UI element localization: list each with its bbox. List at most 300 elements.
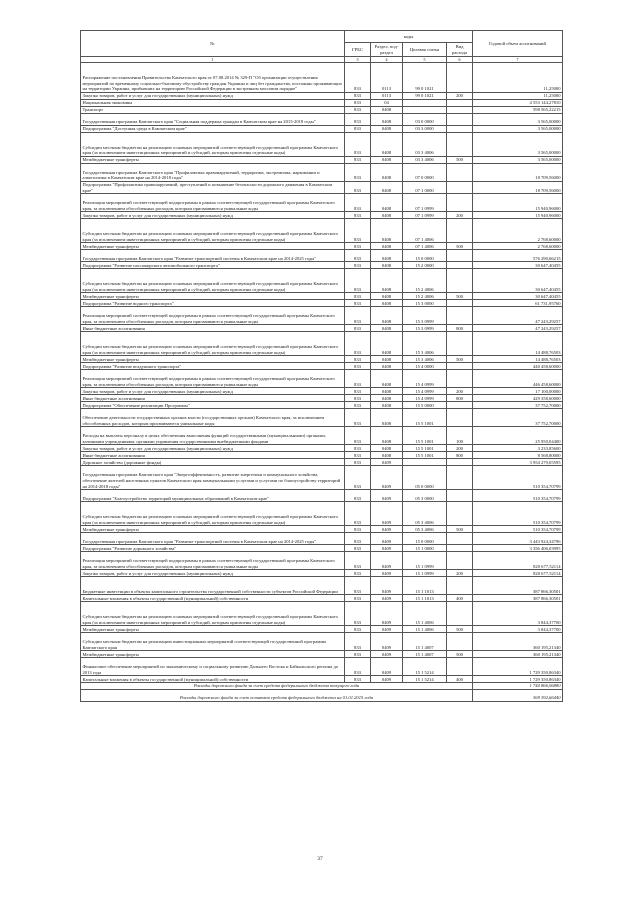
row-grbs-code: 833	[345, 243, 371, 250]
row-target-article-code: 15 2 4006	[403, 269, 447, 293]
row-expense-type-code	[447, 658, 473, 676]
row-expense-type-code: 100	[447, 427, 473, 445]
table-row	[81, 157, 563, 164]
row-amount: 2 768,60000	[473, 243, 563, 250]
row-amount: 3 954 279,05595	[473, 459, 563, 466]
row-target-article-code: 15 3 4006	[403, 356, 447, 363]
row-grbs-code: 833	[345, 325, 371, 332]
row-section-code: 0408	[371, 452, 403, 459]
row-description: Иные бюджетные ассигнования	[81, 452, 345, 459]
row-description: Реализация мероприятий соответствующей подпрограммы в рамках соответствующей государственной программы Камчатского края, за исключением обособленных расходов, которым присваиваются уникальные коды	[81, 194, 345, 212]
table-row	[81, 552, 563, 570]
column-number: 7	[473, 57, 563, 63]
row-expense-type-code: 800	[447, 452, 473, 459]
row-description: Межбюджетные трансферты	[81, 293, 345, 300]
row-grbs-code: 833	[345, 300, 371, 307]
row-section-code: 0408	[371, 427, 403, 445]
table-row	[81, 633, 563, 651]
table-row	[81, 502, 563, 526]
row-expense-type-code: 200	[447, 388, 473, 395]
row-target-article-code: 15 4 0999	[403, 388, 447, 395]
row-expense-type-code	[447, 370, 473, 388]
header-expense-type: Вид расхода	[447, 43, 473, 57]
table-row	[81, 219, 563, 243]
row-amount: 37 752,70000	[473, 402, 563, 409]
row-target-article-code: 07 1 4006	[403, 219, 447, 243]
row-section-code: 0409	[371, 459, 403, 466]
row-section-code: 0408	[371, 409, 403, 427]
row-target-article-code: 15 1 0999	[403, 552, 447, 570]
row-amount: 446 458,60000	[473, 370, 563, 388]
row-target-article-code: 15 0 0000	[403, 533, 447, 545]
table-row	[81, 395, 563, 402]
row-grbs-code: 833	[345, 93, 371, 100]
row-amount: 37 752,70000	[473, 409, 563, 427]
row-target-article-code: 15 1 4007	[403, 651, 447, 658]
row-target-article-code: 07 1 0999	[403, 194, 447, 212]
row-section-code: 0408	[371, 157, 403, 164]
row-amount: 3 443 924,34796	[473, 533, 563, 545]
row-target-article-code: 15 1 4006	[403, 626, 447, 633]
row-expense-type-code	[447, 107, 473, 114]
row-description: Субсидии местным бюджетам на реализацию основных мероприятий соответствующей государственной программы Камчатского края (за исключением инвестиционных мероприятий и субсидий, которым присвоены отдельные коды)	[81, 219, 345, 243]
row-section-code: 0408	[371, 395, 403, 402]
row-expense-type-code: 500	[447, 651, 473, 658]
row-description: Транспорт	[81, 107, 345, 114]
row-target-article-code: 05 0 0000	[403, 466, 447, 490]
row-target-article-code: 15 4 0000	[403, 363, 447, 370]
row-description: Субсидии местным бюджетам на реализацию основных мероприятий соответствующей государственной программы Камчатского края (за исключением инвестиционных мероприятий и субсидий, которым присвоены отдельные коды)	[81, 133, 345, 157]
column-number: 1	[81, 57, 345, 63]
row-section-code: 0408	[371, 250, 403, 262]
table-row	[81, 243, 563, 250]
row-expense-type-code	[447, 133, 473, 157]
row-section-code: 0408	[371, 332, 403, 356]
row-expense-type-code	[447, 490, 473, 502]
row-target-article-code: 15 3 0999	[403, 307, 447, 325]
row-target-article-code: 15 1 1013	[403, 595, 447, 602]
row-amount: 598 565,22215	[473, 107, 563, 114]
row-target-article-code: 15 5 1001	[403, 409, 447, 427]
row-amount: 3 233,85600	[473, 445, 563, 452]
row-grbs-code: 833	[345, 545, 371, 552]
row-grbs-code: 833	[345, 676, 371, 683]
row-section-code: 0408	[371, 325, 403, 332]
row-section-code: 0408	[371, 356, 403, 363]
row-target-article-code: 03 3 0000	[403, 126, 447, 133]
row-section-code: 0409	[371, 626, 403, 633]
row-grbs-code: 833	[345, 107, 371, 114]
row-expense-type-code: 400	[447, 676, 473, 683]
row-expense-type-code: 500	[447, 626, 473, 633]
row-amount: 3 844,37700	[473, 626, 563, 633]
table-row	[81, 402, 563, 409]
row-grbs-code: 833	[345, 356, 371, 363]
row-expense-type-code	[447, 602, 473, 626]
row-description: Государственная программа Камчатского края "Профилактика правонарушений, терроризма, экстремизма, наркомании и алкоголизма в Камчатском крае на 2014-2018 годы"	[81, 164, 345, 182]
row-section-code: 04	[371, 100, 403, 107]
row-expense-type-code	[447, 363, 473, 370]
row-target-article-code: 15 5 1001	[403, 445, 447, 452]
row-section-code: 0408	[371, 388, 403, 395]
row-amount: 11,25000	[473, 63, 563, 93]
row-grbs-code: 833	[345, 100, 371, 107]
row-expense-type-code	[447, 100, 473, 107]
row-amount: 387 866,30501	[473, 577, 563, 595]
row-grbs-code: 833	[345, 633, 371, 651]
row-target-article-code: 03 0 0000	[403, 114, 447, 126]
row-description: Субсидии местным бюджетам на реализацию основных мероприятий соответствующей государственной программы Камчатского края (за исключением инвестиционных мероприятий и субсидий, которым присвоены отдельные коды)	[81, 602, 345, 626]
header-annual-sum: Годовой объем ассигнований	[473, 31, 563, 57]
row-expense-type-code	[447, 182, 473, 194]
row-amount: 25 950,04400	[473, 427, 563, 445]
row-description: Подпрограмма "Доступная среда в Камчатском крае"	[81, 126, 345, 133]
row-target-article-code: 15 1 5214	[403, 676, 447, 683]
row-description: Закупка товаров, работ и услуг для государственных (муниципальных) нужд	[81, 570, 345, 577]
row-target-article-code: 03 3 4006	[403, 157, 447, 164]
table-row	[81, 133, 563, 157]
row-target-article-code: 05 3 4006	[403, 502, 447, 526]
row-amount: 576 290,66215	[473, 250, 563, 262]
row-target-article-code: 15 3 0000	[403, 300, 447, 307]
table-row	[81, 100, 563, 107]
budget-allocation-table	[80, 30, 563, 702]
row-target-article-code: 99 0 1021	[403, 63, 447, 93]
table-row	[81, 194, 563, 212]
row-grbs-code: 833	[345, 459, 371, 466]
row-description: Подпрограмма "Профилактика правонарушений, преступлений и повышение безопасности дорожного движения в Камчатском крае"	[81, 182, 345, 194]
row-grbs-code: 833	[345, 133, 371, 157]
row-grbs-code: 833	[345, 182, 371, 194]
row-amount: 30 647,40455	[473, 269, 563, 293]
table-row	[81, 545, 563, 552]
row-grbs-code: 833	[345, 402, 371, 409]
table-row	[81, 269, 563, 293]
row-grbs-code: 833	[345, 577, 371, 595]
row-grbs-code: 833	[345, 269, 371, 293]
row-amount: 47 243,29257	[473, 325, 563, 332]
row-grbs-code: 833	[345, 219, 371, 243]
row-section-code: 0409	[371, 533, 403, 545]
row-amount: 510 354,70799	[473, 490, 563, 502]
row-amount: 429 358,60000	[473, 395, 563, 402]
row-description: Подпрограмма "Развитие водного транспорта"	[81, 300, 345, 307]
row-expense-type-code	[447, 250, 473, 262]
table-row	[81, 577, 563, 595]
row-description: Субсидии местным бюджетам на реализацию основных мероприятий соответствующей государственной программы Камчатского края (за исключением инвестиционных мероприятий и субсидий, которым присвоены отдельные коды)	[81, 269, 345, 293]
row-target-article-code: 07 1 0000	[403, 182, 447, 194]
row-description: Реализация мероприятий соответствующей подпрограммы в рамках соответствующей государственной программы Камчатского края, за исключением обособленных расходов, которым присваиваются уникальные коды	[81, 370, 345, 388]
row-target-article-code: 15 1 0000	[403, 545, 447, 552]
row-grbs-code: 833	[345, 626, 371, 633]
row-description: Капитальные вложения в объекты государственной (муниципальной) собственности	[81, 676, 345, 683]
table-row	[81, 452, 563, 459]
row-description: Обеспечение деятельности государственных органов власти (государственных органов) Камчатского края, за исключением обособленных расходов, которым присваиваются уникальные коды	[81, 409, 345, 427]
row-amount: 17 100,00000	[473, 388, 563, 395]
row-expense-type-code: 500	[447, 526, 473, 533]
budget-document-page	[80, 30, 562, 702]
header-grbs: ГРБС	[345, 43, 371, 57]
row-target-article-code: 15 1 5214	[403, 658, 447, 676]
row-description: Бюджетные инвестиции в объекты капитального строительства государственной собственности субъектов Российской Федерации	[81, 577, 345, 595]
row-section-code: 0409	[371, 633, 403, 651]
row-section-code: 0408	[371, 370, 403, 388]
row-grbs-code: 833	[345, 570, 371, 577]
row-section-code: 0409	[371, 651, 403, 658]
row-grbs-code: 833	[345, 595, 371, 602]
row-grbs-code: 833	[345, 526, 371, 533]
table-row	[81, 363, 563, 370]
table-row	[81, 300, 563, 307]
row-amount: 4 553 144,27810	[473, 100, 563, 107]
row-grbs-code: 833	[345, 658, 371, 676]
row-section-code: 0409	[371, 602, 403, 626]
row-description: Подпрограмма "Развитие пассажирского автомобильного транспорта"	[81, 262, 345, 269]
row-amount: 360 195,21340	[473, 633, 563, 651]
row-target-article-code: 03 3 4006	[403, 133, 447, 157]
row-grbs-code: 833	[345, 63, 371, 93]
row-amount: 15 940,96000	[473, 212, 563, 219]
row-target-article-code	[403, 100, 447, 107]
row-amount: 61 731,95760	[473, 300, 563, 307]
table-row	[81, 307, 563, 325]
row-description: Закупка товаров, работ и услуг для государственных (муниципальных) нужд	[81, 93, 345, 100]
row-section-code: 0409	[371, 466, 403, 490]
row-grbs-code: 833	[345, 651, 371, 658]
row-expense-type-code	[447, 194, 473, 212]
row-expense-type-code: 200	[447, 570, 473, 577]
row-description: Реализация мероприятий соответствующей подпрограммы в рамках соответствующей государственной программы Камчатского края, за исключением обособленных расходов, которым присваиваются уникальные коды	[81, 552, 345, 570]
header-codes: коды	[345, 31, 473, 43]
row-expense-type-code	[447, 466, 473, 490]
row-section-code: 0408	[371, 293, 403, 300]
row-amount: 3 565,00000	[473, 126, 563, 133]
row-amount: 2 768,60000	[473, 219, 563, 243]
row-section-code: 0408	[371, 445, 403, 452]
row-section-code: 0408	[371, 133, 403, 157]
row-section-code: 0408	[371, 107, 403, 114]
row-description: Государственная программа Камчатского края "Социальная поддержка граждан в Камчатском крае на 2015-2018 годы"	[81, 114, 345, 126]
row-description: Распоряжение постановления Правительства Камчатского края от 07.08.2014 № 329-П "Об организации осуществления мероприятий по временному социально-бытовому обустройству граждан Украины и лиц без гражданства, постоянно проживающих на территории Украины, прибывших на территорию Российской Федерации в экстренном массовом порядке"	[81, 63, 345, 93]
row-expense-type-code	[447, 114, 473, 126]
row-amount: 1 729 350,86340	[473, 658, 563, 676]
row-section-code: 0409	[371, 552, 403, 570]
federal-remainder-label: Расходы дорожного фонда за счет остатков средств федерального бюджета на 01.01.2015 года	[81, 689, 473, 701]
table-row	[81, 126, 563, 133]
row-amount: 15 940,96000	[473, 194, 563, 212]
table-row	[81, 250, 563, 262]
row-expense-type-code: 200	[447, 93, 473, 100]
row-target-article-code: 15 1 4006	[403, 602, 447, 626]
row-section-code: 0408	[371, 212, 403, 219]
row-description: Дорожное хозяйство (дорожные фонды)	[81, 459, 345, 466]
table-row	[81, 570, 563, 577]
table-row	[81, 427, 563, 445]
row-expense-type-code: 400	[447, 595, 473, 602]
row-target-article-code: 15 2 0000	[403, 262, 447, 269]
row-section-code: 0408	[371, 269, 403, 293]
row-target-article-code: 07 0 0000	[403, 164, 447, 182]
row-target-article-code: 05 3 0000	[403, 490, 447, 502]
row-amount: 387 866,30501	[473, 595, 563, 602]
row-section-code: 0113	[371, 63, 403, 93]
row-section-code: 0408	[371, 164, 403, 182]
row-section-code: 0408	[371, 363, 403, 370]
row-description: Субсидии местным бюджетам на реализацию основных мероприятий соответствующей государственной программы Камчатского края (за исключением инвестиционных мероприятий и субсидий, которым присвоены отдельные коды)	[81, 332, 345, 356]
row-amount: 510 354,70799	[473, 502, 563, 526]
row-section-code: 0408	[371, 307, 403, 325]
row-grbs-code: 833	[345, 427, 371, 445]
row-amount: 820 677,52114	[473, 552, 563, 570]
row-grbs-code: 833	[345, 502, 371, 526]
row-description: Расходы на выплаты персоналу в целях обеспечения выполнения функций государственными (муниципальными) органами, казенными учреждениями, органами управления государственными внебюджетными фондами	[81, 427, 345, 445]
row-amount: 30 647,40455	[473, 293, 563, 300]
row-section-code: 0409	[371, 577, 403, 595]
row-target-article-code: 99 0 1021	[403, 93, 447, 100]
row-amount: 820 677,52114	[473, 570, 563, 577]
row-expense-type-code	[447, 164, 473, 182]
row-section-code: 0408	[371, 402, 403, 409]
row-amount: 47 243,29257	[473, 307, 563, 325]
row-description: Межбюджетные трансферты	[81, 526, 345, 533]
row-description: Государственная программа Камчатского края "Развитие транспортной системы в Камчатском крае на 2014-2025 годы"	[81, 250, 345, 262]
table-row	[81, 409, 563, 427]
table-row	[81, 490, 563, 502]
row-grbs-code: 833	[345, 490, 371, 502]
row-expense-type-code	[447, 402, 473, 409]
row-section-code: 0408	[371, 126, 403, 133]
row-description: Подпрограмма "Развитие воздушного транспорта"	[81, 363, 345, 370]
row-grbs-code: 833	[345, 212, 371, 219]
table-row	[81, 93, 563, 100]
header-target-article: Целевая статья	[403, 43, 447, 57]
row-grbs-code: 833	[345, 157, 371, 164]
row-expense-type-code	[447, 63, 473, 93]
row-section-code: 0409	[371, 490, 403, 502]
row-section-code: 0113	[371, 93, 403, 100]
row-target-article-code: 15 3 0999	[403, 325, 447, 332]
row-expense-type-code	[447, 332, 473, 356]
row-amount: 360 195,21340	[473, 651, 563, 658]
row-expense-type-code	[447, 300, 473, 307]
row-expense-type-code: 500	[447, 356, 473, 363]
table-row	[81, 332, 563, 356]
table-row	[81, 658, 563, 676]
row-grbs-code: 833	[345, 332, 371, 356]
column-number: 4	[371, 57, 403, 63]
table-row	[81, 164, 563, 182]
row-amount: 3 844,37700	[473, 602, 563, 626]
row-expense-type-code	[447, 307, 473, 325]
row-description: Межбюджетные трансферты	[81, 356, 345, 363]
row-amount: 3 565,00000	[473, 133, 563, 157]
row-grbs-code: 833	[345, 363, 371, 370]
row-description: Межбюджетные трансферты	[81, 243, 345, 250]
row-expense-type-code: 200	[447, 445, 473, 452]
row-grbs-code: 833	[345, 114, 371, 126]
row-expense-type-code: 800	[447, 395, 473, 402]
row-expense-type-code: 500	[447, 293, 473, 300]
row-expense-type-code	[447, 533, 473, 545]
federal-current-year-value: 1 744 866,06880	[473, 683, 563, 690]
row-grbs-code: 833	[345, 466, 371, 490]
row-amount: 440 458,60000	[473, 363, 563, 370]
federal-remainder-row	[81, 689, 563, 701]
row-section-code: 0409	[371, 545, 403, 552]
page-number: 37	[317, 856, 323, 862]
row-section-code: 0408	[371, 194, 403, 212]
row-amount: 8 568,80000	[473, 452, 563, 459]
table-row	[81, 676, 563, 683]
row-expense-type-code	[447, 459, 473, 466]
column-number: 3	[345, 57, 371, 63]
row-section-code: 0408	[371, 219, 403, 243]
row-target-article-code: 07 1 0999	[403, 212, 447, 219]
row-expense-type-code	[447, 545, 473, 552]
table-row	[81, 466, 563, 490]
row-description: Капитальные вложения в объекты государственной (муниципальной) собственности	[81, 595, 345, 602]
row-target-article-code: 15 4 0999	[403, 395, 447, 402]
row-section-code: 0408	[371, 300, 403, 307]
row-section-code: 0408	[371, 262, 403, 269]
row-expense-type-code	[447, 409, 473, 427]
row-grbs-code: 833	[345, 307, 371, 325]
table-row	[81, 63, 563, 93]
row-description: Иные бюджетные ассигнования	[81, 325, 345, 332]
table-row	[81, 626, 563, 633]
header-section: Раздел, под-раздел	[371, 43, 403, 57]
table-row	[81, 212, 563, 219]
row-grbs-code: 833	[345, 445, 371, 452]
row-target-article-code: 15 4 0999	[403, 370, 447, 388]
row-grbs-code: 833	[345, 602, 371, 626]
column-number: 6	[447, 57, 473, 63]
row-description: Субсидии местным бюджетам на реализацию инвестиционных мероприятий соответствующей государственной программы Камчатского края	[81, 633, 345, 651]
table-row	[81, 533, 563, 545]
row-target-article-code: 15 0 0000	[403, 250, 447, 262]
row-grbs-code: 833	[345, 452, 371, 459]
row-amount: 3 565,00000	[473, 157, 563, 164]
row-grbs-code: 833	[345, 250, 371, 262]
row-section-code: 0409	[371, 595, 403, 602]
table-row	[81, 107, 563, 114]
row-target-article-code: 15 5 1001	[403, 452, 447, 459]
row-grbs-code: 833	[345, 262, 371, 269]
row-amount: 30 647,40455	[473, 262, 563, 269]
row-amount: 3 356 406,03995	[473, 545, 563, 552]
federal-remainder-value: 369 392,66440	[473, 689, 563, 701]
row-expense-type-code	[447, 219, 473, 243]
row-section-code: 0408	[371, 243, 403, 250]
table-row	[81, 114, 563, 126]
table-row	[81, 356, 563, 363]
row-amount: 14 488,76503	[473, 332, 563, 356]
row-description: Финансовое обеспечение мероприятий по экономическому и социальному развитию Дальнего Востока и Байкальского региона до 2013 года	[81, 658, 345, 676]
row-expense-type-code	[447, 502, 473, 526]
table-row	[81, 595, 563, 602]
row-description: Государственная программа Камчатского края "Энергоэффективность, развитие энергетики и коммунального хозяйства, обеспечение жителей населенных пунктов Камчатского края коммунальными услугами и услугами по благоустройству территорий на 2014-2018 годы"	[81, 466, 345, 490]
row-target-article-code: 15 5 1001	[403, 427, 447, 445]
row-grbs-code: 833	[345, 395, 371, 402]
row-grbs-code: 833	[345, 293, 371, 300]
row-section-code: 0408	[371, 182, 403, 194]
row-amount: 14 488,76503	[473, 356, 563, 363]
table-row	[81, 651, 563, 658]
row-description: Национальная экономика	[81, 100, 345, 107]
table-row	[81, 445, 563, 452]
row-description: Межбюджетные трансферты	[81, 157, 345, 164]
table-row	[81, 325, 563, 332]
